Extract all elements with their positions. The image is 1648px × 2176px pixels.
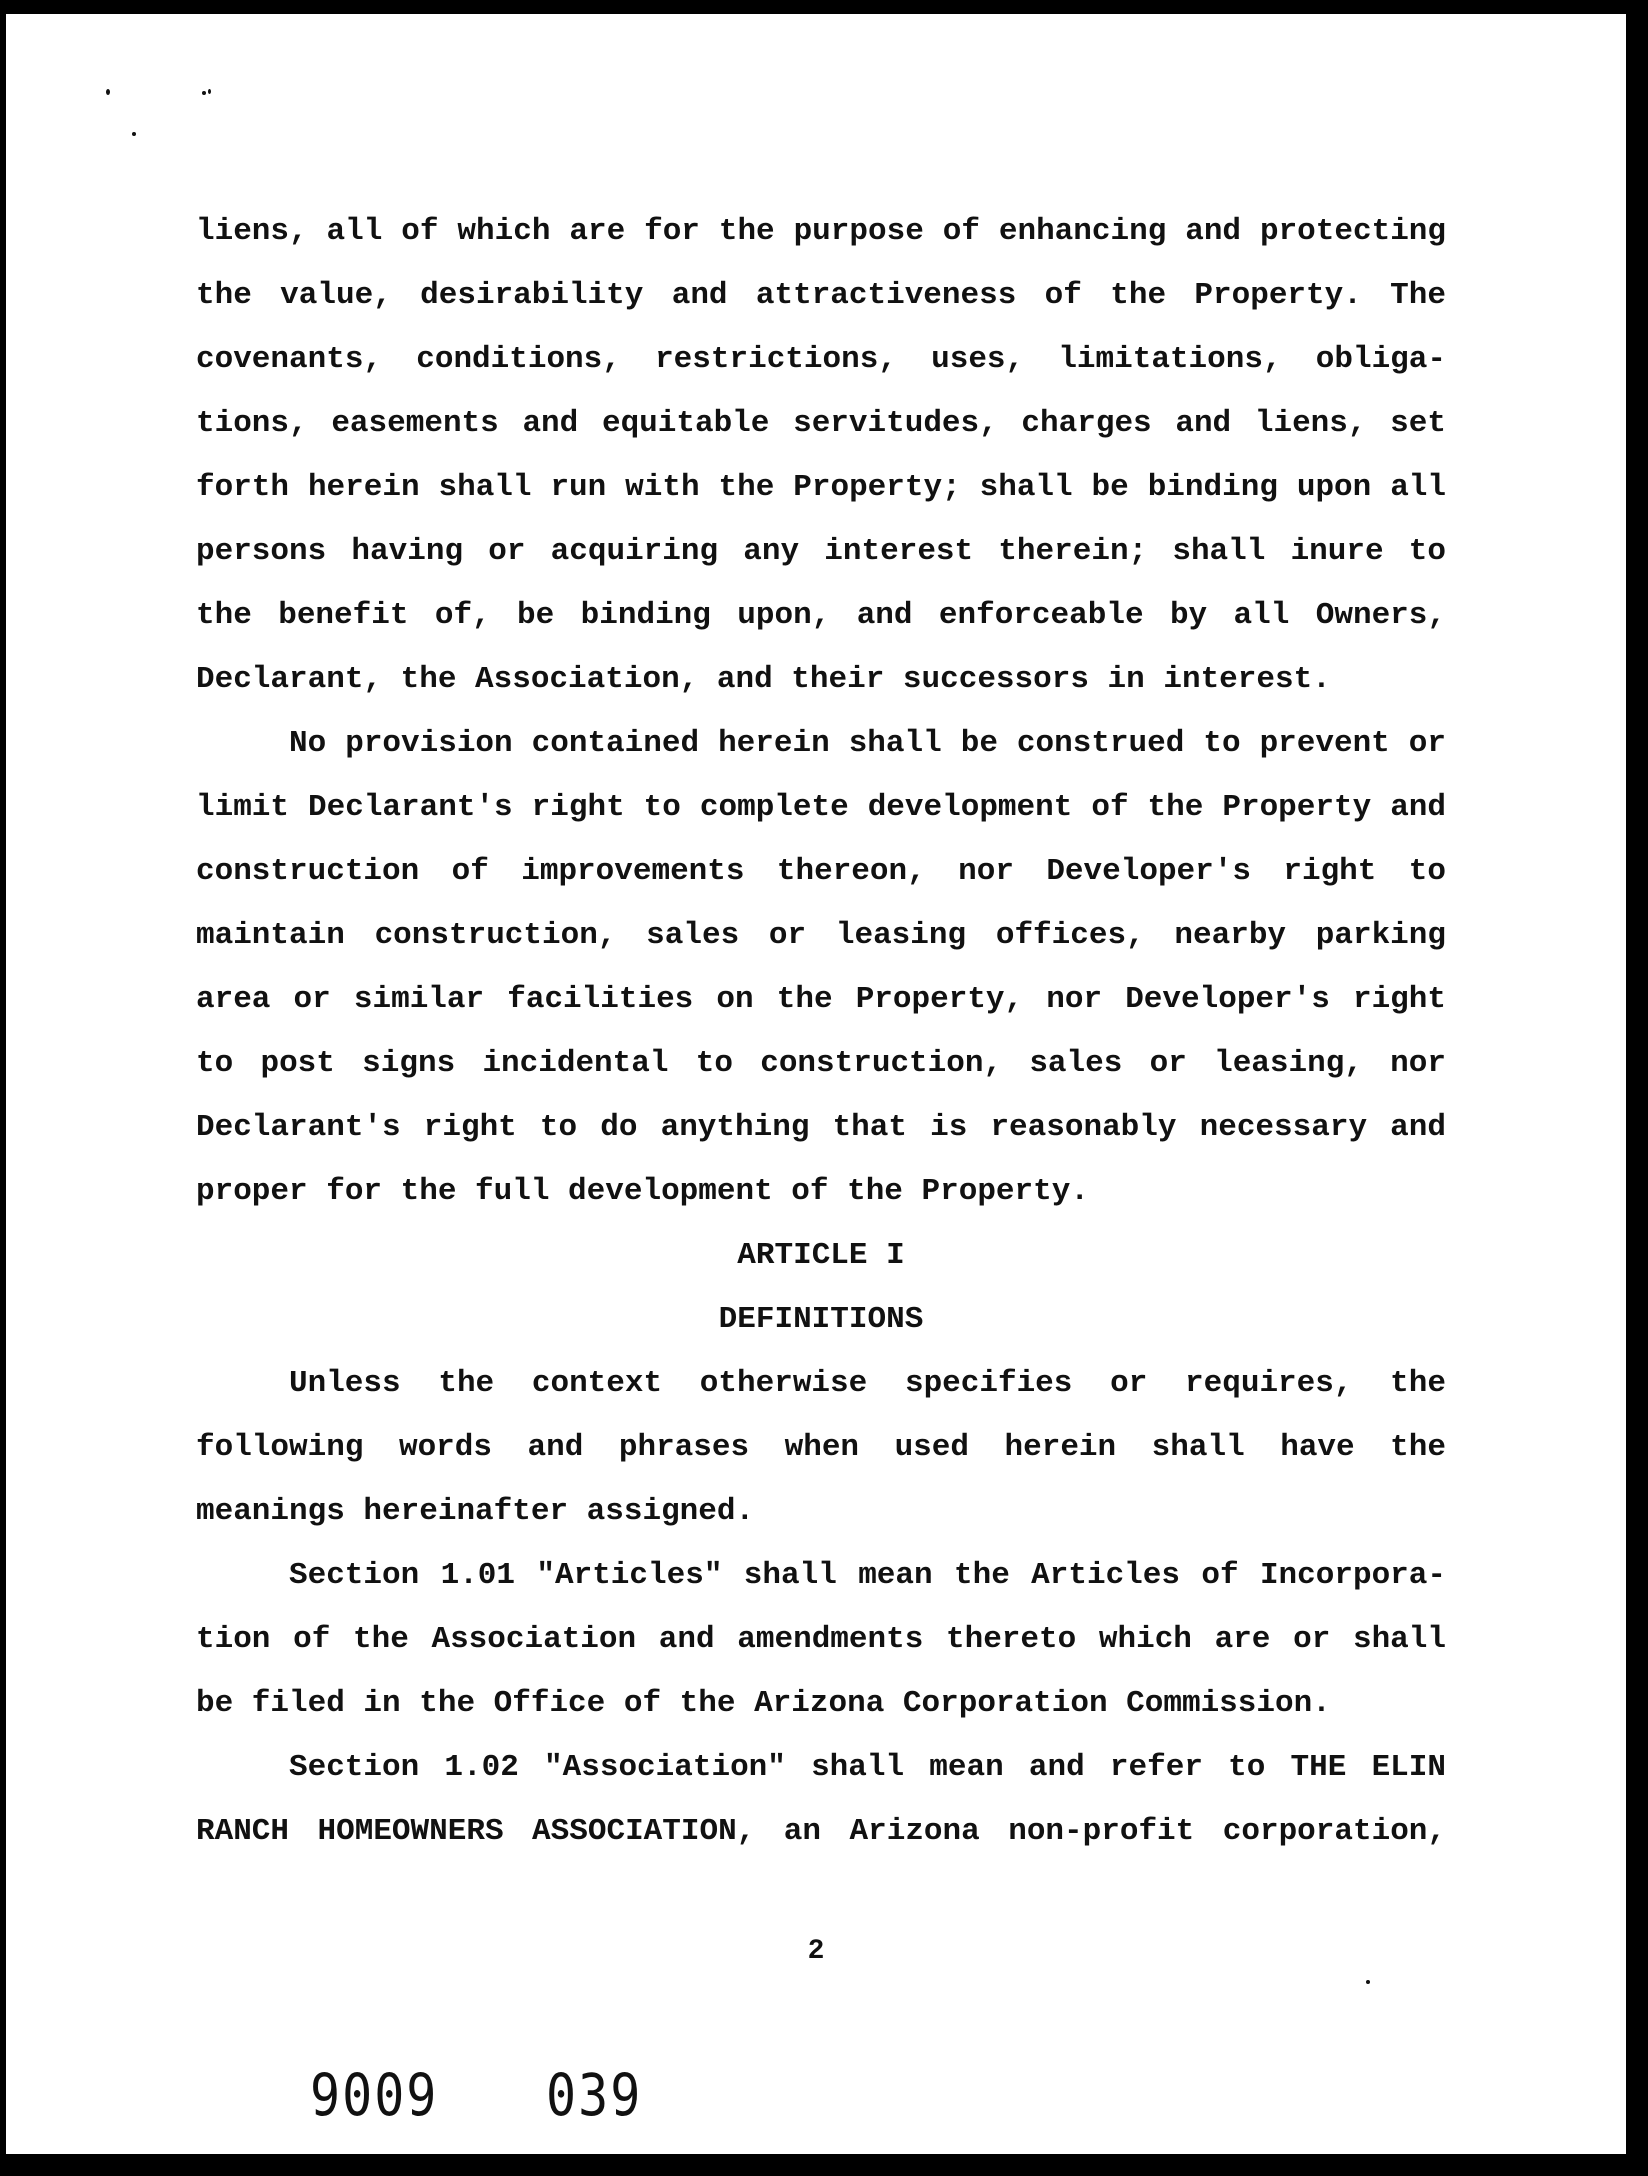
scan-speck [106, 89, 110, 95]
paragraph-line: liens, all of which are for the purpose of enhancing and protecting [196, 214, 1446, 249]
paragraph-line: maintain construction, sales or leasing offices, nearby parking [196, 918, 1446, 953]
paragraph-line: construction of improvements thereon, nor Developer's right to [196, 854, 1446, 889]
paragraph-line: Unless the context otherwise specifies or requires, the [289, 1366, 1446, 1401]
paragraph-line: forth herein shall run with the Property; shall be binding upon all [196, 470, 1446, 505]
document-stamp-number: 039 [546, 2062, 643, 2129]
document-stamp-number: 9009 [310, 2062, 439, 2129]
paragraph-line: be filed in the Office of the Arizona Corporation Commission. [196, 1686, 1331, 1721]
scan-speck [208, 89, 211, 94]
paragraph-line: Declarant's right to do anything that is reasonably necessary and [196, 1110, 1446, 1145]
scan-speck [202, 91, 206, 95]
paragraph-line: Declarant, the Association, and their successors in interest. [196, 662, 1331, 697]
paragraph-line: RANCH HOMEOWNERS ASSOCIATION, an Arizona non-profit corporation, [196, 1814, 1446, 1849]
article-heading: ARTICLE I [737, 1238, 905, 1273]
paragraph-line: No provision contained herein shall be construed to prevent or [289, 726, 1446, 761]
paragraph-line: tion of the Association and amendments thereto which are or shall [196, 1622, 1446, 1657]
paragraph-line: to post signs incidental to construction, sales or leasing, nor [196, 1046, 1446, 1081]
paragraph-line: tions, easements and equitable servitudes, charges and liens, set [196, 406, 1446, 441]
paragraph-line: covenants, conditions, restrictions, uses, limitations, obliga- [196, 342, 1446, 377]
paragraph-line: following words and phrases when used herein shall have the [196, 1430, 1446, 1465]
paragraph-line: persons having or acquiring any interest therein; shall inure to [196, 534, 1446, 569]
paragraph-line: area or similar facilities on the Property, nor Developer's right [196, 982, 1446, 1017]
paragraph-line: the benefit of, be binding upon, and enforceable by all Owners, [196, 598, 1446, 633]
paragraph-line: Section 1.01 "Articles" shall mean the Articles of Incorpora- [289, 1558, 1446, 1593]
page-number: 2 [807, 1936, 825, 1967]
paragraph-line: the value, desirability and attractiveness of the Property. The [196, 278, 1446, 313]
scan-speck [132, 132, 136, 136]
document-page [6, 14, 1626, 2154]
paragraph-line: proper for the full development of the Property. [196, 1174, 1089, 1209]
paragraph-line: limit Declarant's right to complete development of the Property and [196, 790, 1446, 825]
paragraph-line: meanings hereinafter assigned. [196, 1494, 755, 1529]
scan-speck [1366, 1980, 1370, 1984]
paragraph-line: Section 1.02 "Association" shall mean and refer to THE ELIN [289, 1750, 1446, 1785]
section-heading: DEFINITIONS [718, 1302, 924, 1337]
